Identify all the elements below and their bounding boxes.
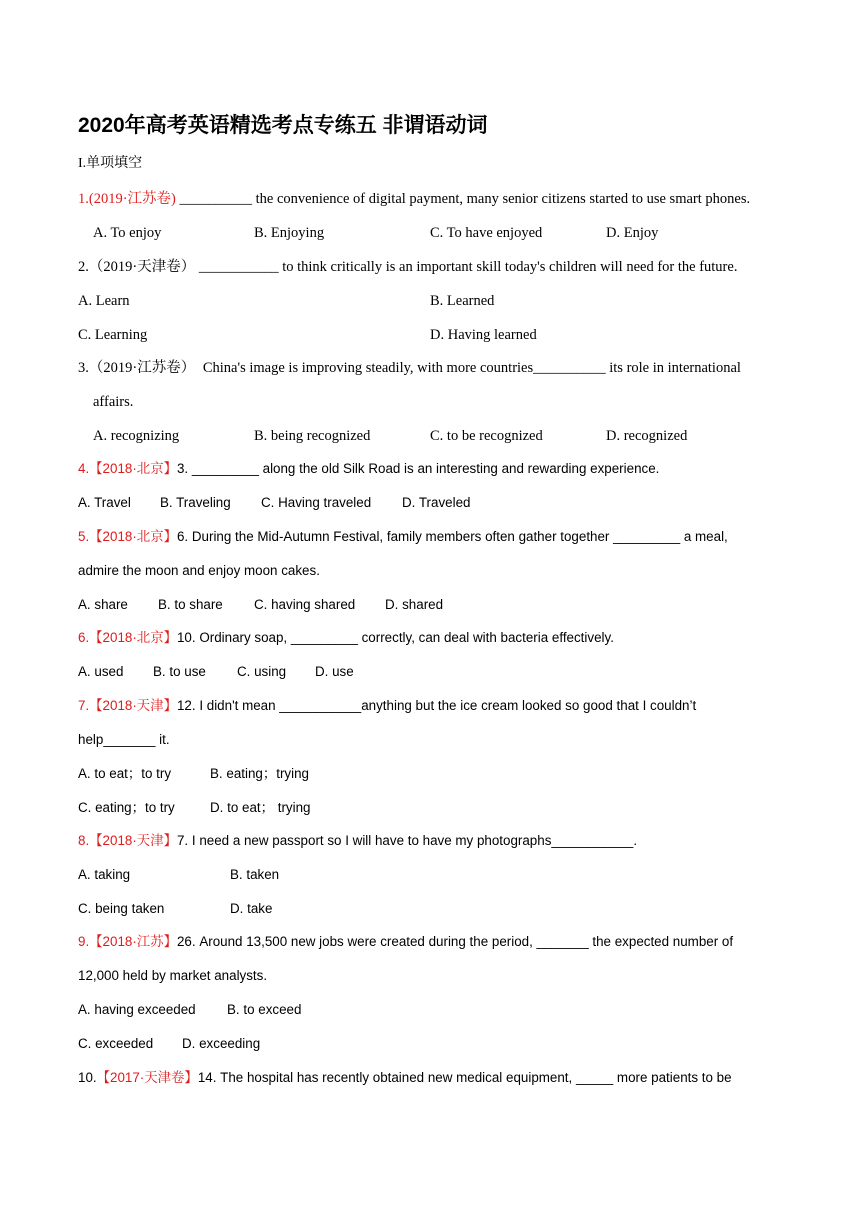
option-a: A. share: [78, 597, 128, 612]
page-title: 2020年高考英语精选考点专练五 非谓语动词: [78, 114, 488, 137]
option-b: B. Enjoying: [254, 225, 325, 241]
option-b: B. to exceed: [227, 1002, 302, 1017]
question-6: [78, 629, 614, 647]
option-d: D. to eat； trying: [210, 800, 311, 815]
question-stem: 6. During the Mid-Autumn Festival, family members often gather together _________ a meal,: [176, 529, 728, 544]
option-c: C. using: [237, 664, 287, 679]
option-b: B. Learned: [430, 293, 495, 309]
question-stem: China's image is improving steadily, with more countries__________ its role in international: [202, 360, 741, 376]
question-7: [78, 697, 696, 715]
option-b: B. to share: [158, 597, 223, 612]
option-d: D. Traveled: [402, 495, 471, 510]
option-b: B. eating；trying: [210, 766, 309, 781]
option-d: D. recognized: [606, 428, 688, 444]
option-a: A. Learn: [78, 293, 130, 309]
option-b: B. to use: [153, 664, 206, 679]
question-2: [78, 258, 737, 276]
option-c: C. being taken: [78, 901, 165, 916]
question-9-continuation: 12,000 held by market analysts.: [78, 968, 268, 983]
option-c: C. having shared: [254, 597, 356, 612]
question-stem: 26. Around 13,500 new jobs were created during the period, _______ the expected number of: [176, 934, 734, 949]
question-1: [78, 190, 750, 208]
question-source-tag: 1.(2019·江苏卷): [78, 191, 176, 207]
option-b: B. being recognized: [254, 428, 371, 444]
question-source-tag: 4.【2018·北京】: [78, 461, 177, 476]
question-3: [78, 359, 741, 377]
option-a: A. used: [78, 664, 124, 679]
option-c: C. to be recognized: [430, 428, 543, 444]
option-a: A. taking: [78, 867, 131, 882]
question-source-tag: 2.（2019·天津卷）: [78, 259, 196, 275]
option-c: C. eating；to try: [78, 800, 175, 815]
question-stem: 14. The hospital has recently obtained new medical equipment, _____ more patients to be: [197, 1070, 732, 1085]
question-9: [78, 933, 733, 951]
option-b: B. Traveling: [160, 495, 231, 510]
option-a: A. to eat；to try: [78, 766, 172, 781]
question-8: [78, 832, 637, 850]
question-stem: 3. _________ along the old Silk Road is an interesting and rewarding experience.: [176, 461, 660, 476]
question-10: [78, 1069, 732, 1087]
question-source-tag: 3.（2019·江苏卷）: [78, 360, 196, 376]
option-d: D. shared: [385, 597, 444, 612]
question-source-tag: 8.【2018·天津】: [78, 833, 177, 848]
question-stem: 7. I need a new passport so I will have to have my photographs___________.: [176, 833, 638, 848]
option-a: A. recognizing: [93, 428, 180, 444]
option-c: C. Learning: [78, 327, 148, 343]
option-a: A. To enjoy: [93, 225, 162, 241]
option-d: D. Enjoy: [606, 225, 659, 241]
section-heading: I.单项填空: [78, 156, 143, 171]
option-d: D. take: [230, 901, 273, 916]
option-d: D. Having learned: [430, 327, 537, 343]
question-source-tag: 【2017·天津卷】: [96, 1070, 198, 1085]
option-c: C. Having traveled: [261, 495, 372, 510]
question-7-continuation: help_______ it.: [78, 732, 170, 747]
option-c: C. exceeded: [78, 1036, 154, 1051]
option-a: A. Travel: [78, 495, 131, 510]
question-number: 10.: [78, 1070, 97, 1085]
question-stem: __________ the convenience of digital payment, many senior citizens started to use smart phones.: [179, 191, 751, 207]
option-c: C. To have enjoyed: [430, 225, 543, 241]
question-source-tag: 5.【2018·北京】: [78, 529, 177, 544]
question-stem: ___________ to think critically is an important skill today's children will need for the future.: [198, 259, 738, 275]
question-stem: 12. I didn't mean ___________anything but the ice cream looked so good that I couldn’t: [176, 698, 697, 713]
question-4: [78, 460, 659, 478]
question-5: [78, 528, 728, 546]
question-source-tag: 6.【2018·北京】: [78, 630, 177, 645]
option-b: B. taken: [230, 867, 280, 882]
option-d: D. exceeding: [182, 1036, 261, 1051]
question-source-tag: 9.【2018·江苏】: [78, 934, 177, 949]
question-3-continuation: affairs.: [93, 394, 134, 410]
option-a: A. having exceeded: [78, 1002, 196, 1017]
question-stem: 10. Ordinary soap, _________ correctly, can deal with bacteria effectively.: [176, 630, 614, 645]
question-source-tag: 7.【2018·天津】: [78, 698, 177, 713]
question-5-continuation: admire the moon and enjoy moon cakes.: [78, 563, 320, 578]
option-d: D. use: [315, 664, 354, 679]
